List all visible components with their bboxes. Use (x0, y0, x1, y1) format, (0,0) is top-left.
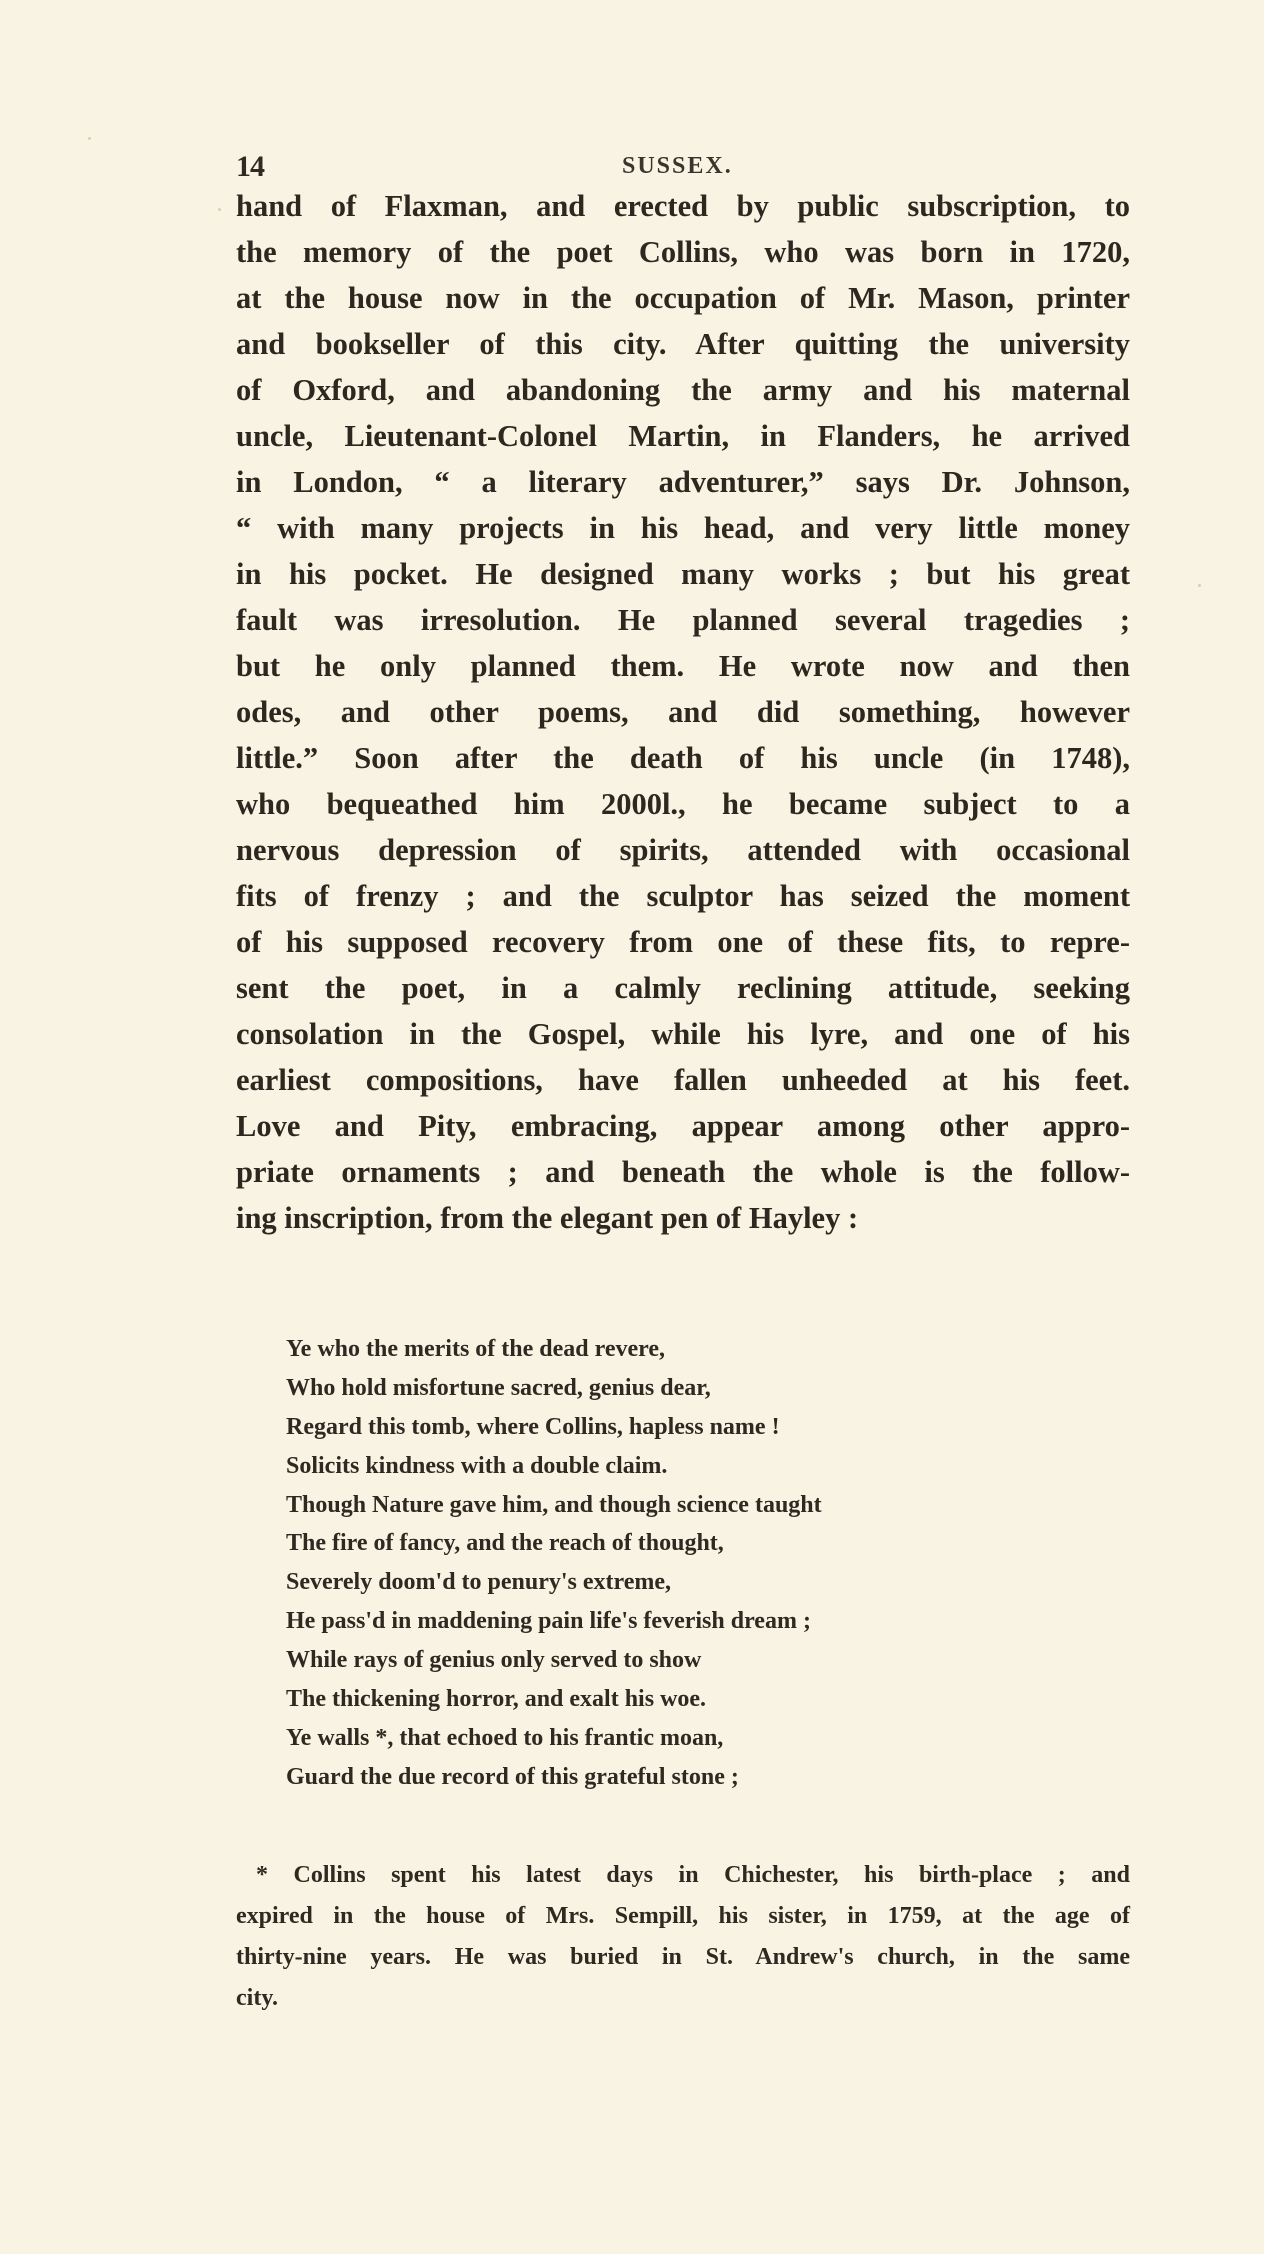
verse-line: He pass'd in maddening pain life's feverish dream ; (286, 1608, 811, 1635)
body-line: little.” Soon after the death of his uncle (in 1748), (236, 741, 1130, 775)
footnote-line: * Collins spent his latest days in Chichester, his birth-place ; and (256, 1862, 1130, 1888)
body-line: in London, “ a literary adventurer,” says Dr. Johnson, (236, 465, 1130, 499)
verse-line: Ye who the merits of the dead revere, (286, 1336, 666, 1362)
page-number: 14 (236, 150, 264, 183)
paper-speck (1198, 584, 1201, 587)
body-line: priate ornaments ; and beneath the whole is the follow- (236, 1155, 1130, 1189)
body-line: sent the poet, in a calmly reclining attitude, seeking (236, 971, 1130, 1005)
verse-line: Who hold misfortune sacred, genius dear, (286, 1374, 711, 1401)
verse-line: Regard this tomb, where Collins, hapless name ! (286, 1413, 780, 1440)
verse-line: While rays of genius only served to show (286, 1647, 702, 1674)
body-line: the memory of the poet Collins, who was born in 1720, (236, 235, 1130, 269)
body-line: who bequeathed him 2000l., he became subject to a (236, 787, 1130, 821)
inscription-verse (286, 1330, 1086, 1797)
body-line: of Oxford, and abandoning the army and his maternal (236, 373, 1130, 407)
paper-speck (88, 137, 91, 140)
body-line: hand of Flaxman, and erected by public subscription, to (236, 189, 1130, 223)
body-line: “ with many projects in his head, and very little money (236, 511, 1130, 545)
body-line: in his pocket. He designed many works ; but his great (236, 557, 1130, 591)
body-line: fault was irresolution. He planned several tragedies ; (236, 603, 1130, 637)
body-line: nervous depression of spirits, attended with occasional (236, 833, 1130, 867)
body-line: at the house now in the occupation of Mr. Mason, printer (236, 281, 1130, 315)
verse-line: The fire of fancy, and the reach of thought, (286, 1530, 724, 1557)
body-line: but he only planned them. He wrote now and then (236, 649, 1130, 683)
body-line: odes, and other poems, and did something, however (236, 695, 1130, 729)
running-title: SUSSEX. (622, 153, 733, 179)
body-line: uncle, Lieutenant-Colonel Martin, in Flanders, he arrived (236, 419, 1130, 453)
body-line: consolation in the Gospel, while his lyre, and one of his (236, 1017, 1130, 1051)
footnote-line: expired in the house of Mrs. Sempill, his sister, in 1759, at the age of (236, 1903, 1130, 1929)
footnote-line: thirty-nine years. He was buried in St. Andrew's church, in the same (236, 1944, 1130, 1970)
verse-line: Guard the due record of this grateful stone ; (286, 1763, 739, 1790)
body-line: fits of frenzy ; and the sculptor has seized the moment (236, 879, 1130, 913)
body-line: of his supposed recovery from one of these fits, to repre- (236, 925, 1130, 959)
verse-line: Ye walls *, that echoed to his frantic moan, (286, 1724, 724, 1751)
paper-speck (218, 208, 221, 211)
body-line: Love and Pity, embracing, appear among other appro- (236, 1109, 1130, 1143)
verse-line: Severely doom'd to penury's extreme, (286, 1569, 672, 1596)
body-line: and bookseller of this city. After quitting the university (236, 327, 1130, 361)
body-paragraph (236, 183, 1130, 1241)
footnote (236, 1855, 1130, 2019)
body-line: earliest compositions, have fallen unheeded at his feet. (236, 1063, 1130, 1097)
body-line: ing inscription, from the elegant pen of Hayley : (236, 1201, 859, 1235)
verse-line: Solicits kindness with a double claim. (286, 1452, 668, 1479)
footnote-line: city. (236, 1985, 278, 2011)
verse-line: Though Nature gave him, and though science taught (286, 1491, 822, 1518)
verse-line: The thickening horror, and exalt his woe. (286, 1686, 707, 1713)
